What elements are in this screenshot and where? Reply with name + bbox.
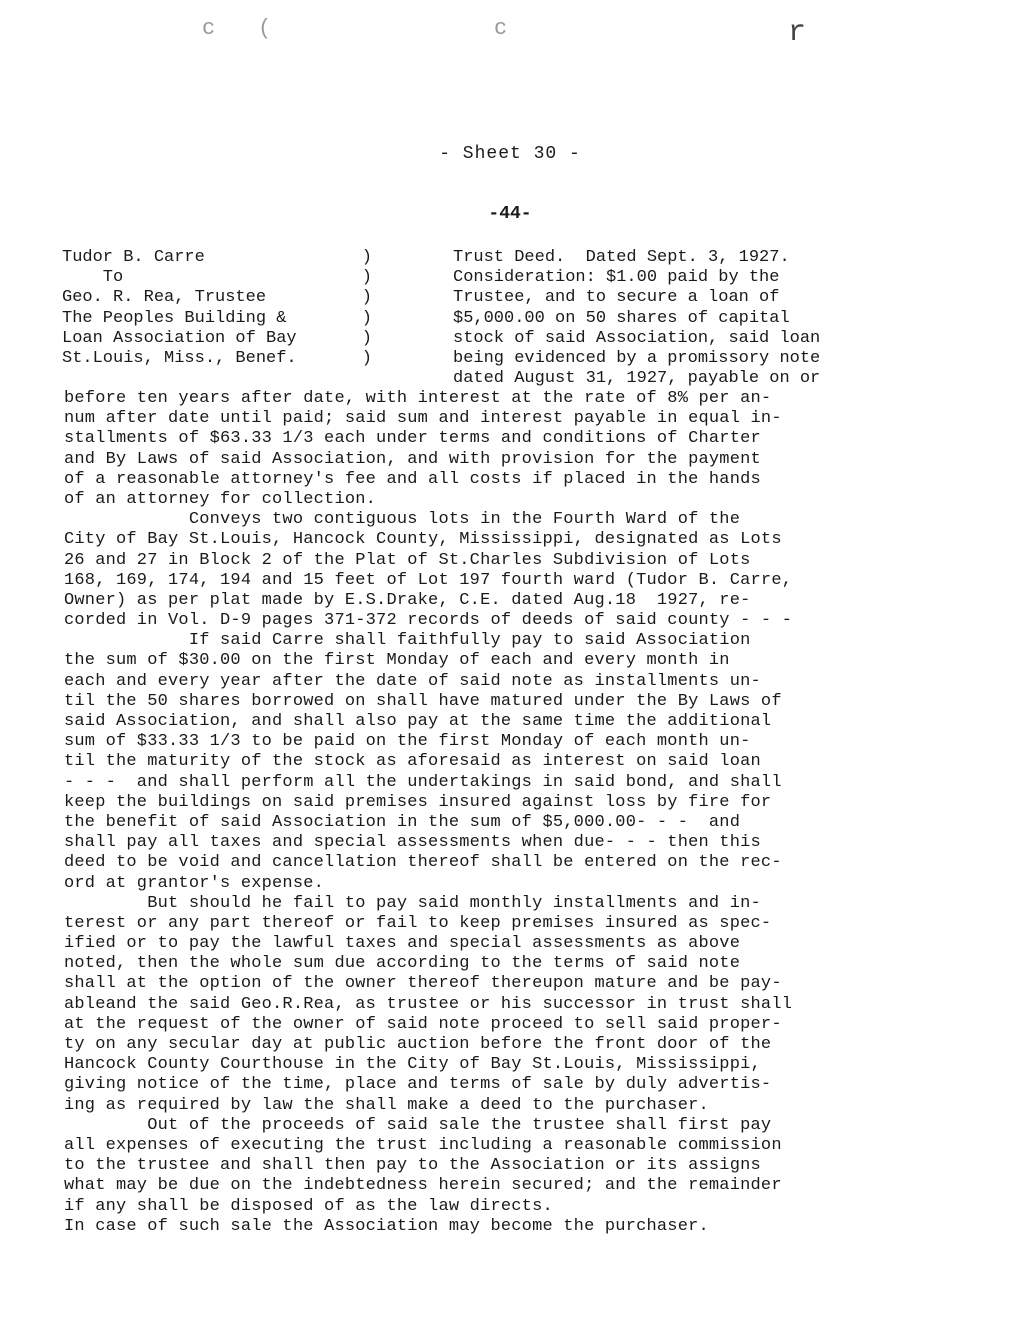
deed-header-line: stock of said Association, said loan <box>453 328 821 348</box>
body-line: deed to be void and cancellation thereof shall be entered on the rec- <box>64 853 782 873</box>
body-line: Hancock County Courthouse in the City of Bay St.Louis, Mississippi, <box>64 1055 761 1075</box>
deed-header-line: being evidenced by a promissory note <box>453 348 821 368</box>
body-line: if any shall be disposed of as the law directs. <box>64 1196 553 1216</box>
body-line: of a reasonable attorney's fee and all costs if placed in the hands <box>64 469 761 489</box>
body-line: stallments of $63.33 1/3 each under terms and conditions of Charter <box>64 429 761 449</box>
body-line: corded in Vol. D-9 pages 371-372 records of deeds of said county - - - <box>64 611 793 631</box>
body-line: each and every year after the date of said note as installments un- <box>64 671 761 691</box>
deed-header-line: dated August 31, 1927, payable on or <box>453 369 821 389</box>
deed-header-line: $5,000.00 on 50 shares of capital <box>453 308 790 328</box>
body-line: shall pay all taxes and special assessments when due- - - then this <box>64 833 761 853</box>
party-line: Tudor B. Carre ) <box>62 248 372 267</box>
body-line: ord at grantor's expense. <box>64 873 325 893</box>
body-line: of an attorney for collection. <box>64 489 377 509</box>
body-line: giving notice of the time, place and terms of sale by duly advertis- <box>64 1075 772 1095</box>
deed-header-block <box>453 248 923 389</box>
body-line: ing as required by law the shall make a deed to the purchaser. <box>64 1095 709 1115</box>
party-line: To ) <box>62 268 372 288</box>
scan-edge <box>0 1302 1020 1312</box>
deed-header-line: Trust Deed. Dated Sept. 3, 1927. <box>453 248 790 267</box>
body-line: the benefit of said Association in the sum of $5,000.00- - - and <box>64 812 741 832</box>
party-line: Loan Association of Bay ) <box>62 328 372 348</box>
body-line: to the trustee and shall then pay to the Association or its assigns <box>64 1156 761 1176</box>
body-line: sum of $33.33 1/3 to be paid on the first Monday of each month un- <box>64 732 751 752</box>
body-line: noted, then the whole sum due according to the terms of said note <box>64 954 741 974</box>
body-line: at the request of the owner of said note proceed to sell said proper- <box>64 1014 782 1034</box>
body-line: ableand the said Geo.R.Rea, as trustee or his successor in trust shall <box>64 994 793 1014</box>
body-line: ty on any secular day at public auction before the front door of the <box>64 1035 772 1054</box>
body-line: what may be due on the indebtedness herein secured; and the remainder <box>64 1176 782 1196</box>
body-line: In case of such sale the Association may become the purchaser. <box>64 1216 709 1236</box>
body-line: But should he fail to pay said monthly installments and in- <box>64 893 761 913</box>
body-line: If said Carre shall faithfully pay to said Association <box>64 631 751 651</box>
page-number: -44- <box>488 204 532 224</box>
body-line: keep the buildings on said premises insured against loss by fire for <box>64 792 772 812</box>
body-line: Conveys two contiguous lots in the Fourth Ward of the <box>64 510 741 530</box>
deed-header-line: Consideration: $1.00 paid by the <box>453 268 780 288</box>
party-line: St.Louis, Miss., Benef. ) <box>62 348 372 368</box>
punch-mark: c <box>202 16 216 41</box>
body-line: til the maturity of the stock as aforesaid as interest on said loan <box>64 752 761 772</box>
party-line: The Peoples Building & ) <box>62 308 372 328</box>
deed-header-line: Trustee, and to secure a loan of <box>453 288 780 308</box>
body-line: 168, 169, 174, 194 and 15 feet of Lot 197 fourth ward (Tudor B. Carre, <box>64 570 793 590</box>
body-line: num after date until paid; said sum and interest payable in equal in- <box>64 409 782 429</box>
body-line: before ten years after date, with interest at the rate of 8% per an- <box>64 389 772 408</box>
body-line: terest or any part thereof or fail to keep premises insured as spec- <box>64 913 772 933</box>
body-line: the sum of $30.00 on the first Monday of each and every month in <box>64 651 730 671</box>
party-line: Geo. R. Rea, Trustee ) <box>62 288 372 308</box>
punch-mark: c <box>494 16 508 41</box>
sheet-number: - Sheet 30 - <box>439 144 581 164</box>
punch-mark: r <box>788 16 807 50</box>
body-line: said Association, and shall also pay at the same time the additional <box>64 712 772 731</box>
deed-body <box>64 389 924 1237</box>
body-line: and By Laws of said Association, and with provision for the payment <box>64 449 761 469</box>
body-line: Out of the proceeds of said sale the trustee shall first pay <box>64 1115 772 1135</box>
punch-mark: ( <box>258 16 272 41</box>
body-line: - - - and shall perform all the undertakings in said bond, and shall <box>64 772 782 792</box>
body-line: City of Bay St.Louis, Hancock County, Mississippi, designated as Lots <box>64 530 782 550</box>
body-line: til the 50 shares borrowed on shall have matured under the By Laws of <box>64 691 782 711</box>
body-line: 26 and 27 in Block 2 of the Plat of St.Charles Subdivision of Lots <box>64 550 751 570</box>
body-line: Owner) as per plat made by E.S.Drake, C.E. dated Aug.18 1927, re- <box>64 590 751 610</box>
body-line: all expenses of executing the trust including a reasonable commission <box>64 1135 782 1155</box>
body-line: shall at the option of the owner thereof thereupon mature and be pay- <box>64 974 782 994</box>
parties-block <box>62 248 392 369</box>
body-line: ified or to pay the lawful taxes and special assessments as above <box>64 934 741 954</box>
